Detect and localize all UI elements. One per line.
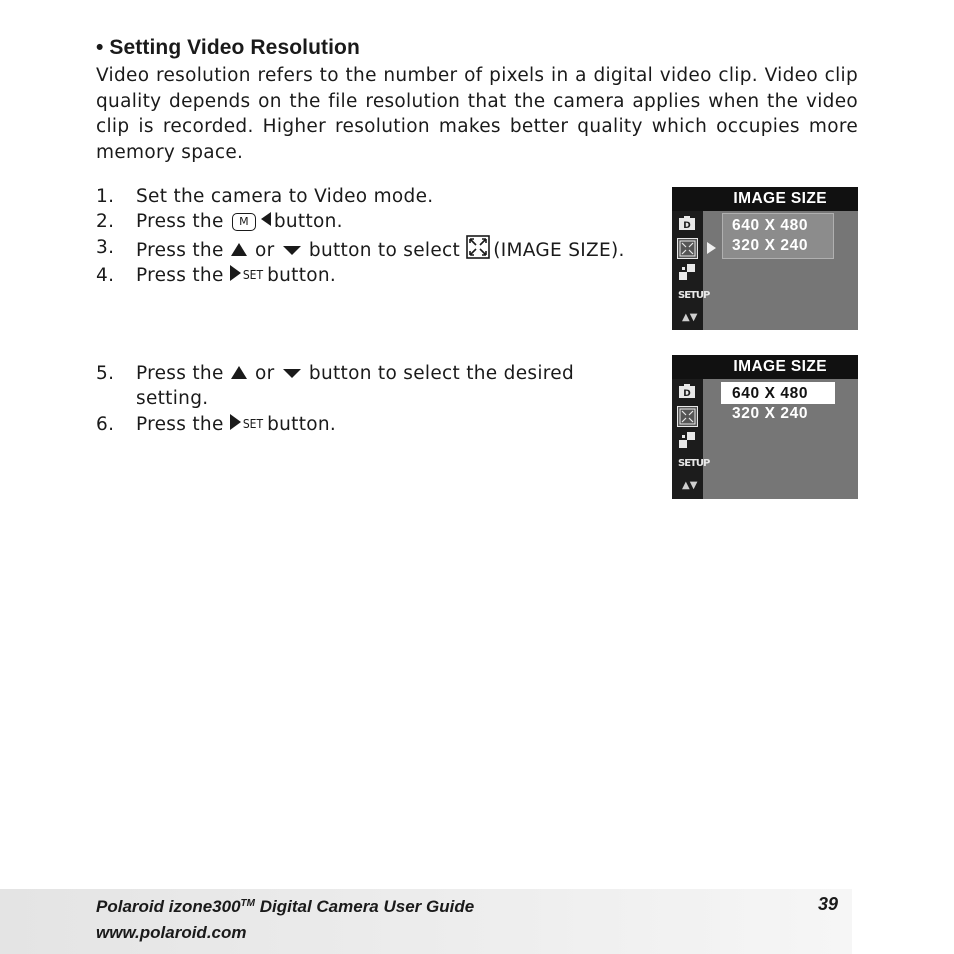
step-text: Press the [136,363,224,384]
step-text: Press the [136,211,224,233]
page-number: 39 [818,894,839,914]
left-arrow-icon [261,212,271,226]
step-5 [96,361,626,412]
camera-screen-1 [672,187,858,330]
option-320: 320 X 240 [732,237,809,254]
right-arrow-icon [230,414,241,430]
footer-title [96,897,474,917]
screen-sidebar [672,379,710,499]
screen-title: IMAGE SIZE [672,355,858,379]
step-3 [96,235,626,263]
steps-list-1 [96,184,626,288]
image-size-icon [677,238,698,259]
setup-icon: SETUP [678,458,710,469]
step-text: or [255,239,275,261]
set-key-label: SET [242,416,264,431]
step-2 [96,209,626,234]
step-text: or [255,363,275,384]
option-640: 640 X 480 [732,217,809,234]
step-text: button. [273,211,343,233]
image-size-icon [466,235,490,259]
svg-text:D: D [683,389,691,399]
svg-text:D: D [683,221,691,231]
step-1 [96,184,626,209]
quality-checker-icon [678,263,696,281]
down-arrow-icon [283,369,301,378]
setup-icon: SETUP [678,290,710,301]
step-text: Set the camera to Video mode. [136,186,434,207]
camera-quality-icon [678,215,696,231]
set-key-label: SET [242,267,264,282]
option-640: 640 X 480 [732,385,809,402]
footer-title-rest: Digital Camera User Guide [255,897,475,916]
image-size-icon [677,406,698,427]
right-arrow-icon [230,265,241,281]
screen-title: IMAGE SIZE [672,187,858,211]
option-320: 320 X 240 [732,405,809,422]
quality-checker-icon [678,431,696,449]
footer-url: www.polaroid.com [96,923,247,942]
step-number: 3. [96,236,115,258]
section-heading: • Setting Video Resolution [96,36,360,59]
camera-screen-2 [672,355,858,499]
step-text: button. [267,264,337,286]
up-arrow-icon [231,243,247,256]
camera-quality-icon [678,383,696,399]
up-down-icon: ▲▼ [682,480,698,491]
footer-brand: Polaroid izone300 [96,897,241,916]
step-text: button to select the desired setting. [136,363,574,410]
up-down-icon: ▲▼ [682,312,698,323]
step-6 [96,412,626,437]
step-text: button. [267,413,337,435]
trademark: TM [240,898,255,909]
down-arrow-icon [283,246,301,255]
step-text: (IMAGE SIZE). [493,239,625,261]
screen-sidebar [672,211,710,330]
menu-key-icon: M [232,213,256,231]
step-number: 2. [96,211,115,233]
steps-list-2 [96,361,626,437]
step-number: 6. [96,413,115,435]
step-4 [96,263,626,288]
up-arrow-icon [231,366,247,379]
step-number: 4. [96,264,115,286]
intro-paragraph: Video resolution refers to the number of pixels in a digital video clip. Video clip quality depends on the file resolution that the camera applies when the video clip is recorded. Higher resolution makes better quality which occupies more memory space. [96,65,858,163]
step-text: Press the [136,264,224,286]
step-number: 1. [96,186,115,207]
step-number: 5. [96,363,115,384]
step-text: button to select [308,239,461,261]
step-text: Press the [136,239,224,261]
step-text: Press the [136,413,224,435]
pointer-icon [707,242,716,254]
